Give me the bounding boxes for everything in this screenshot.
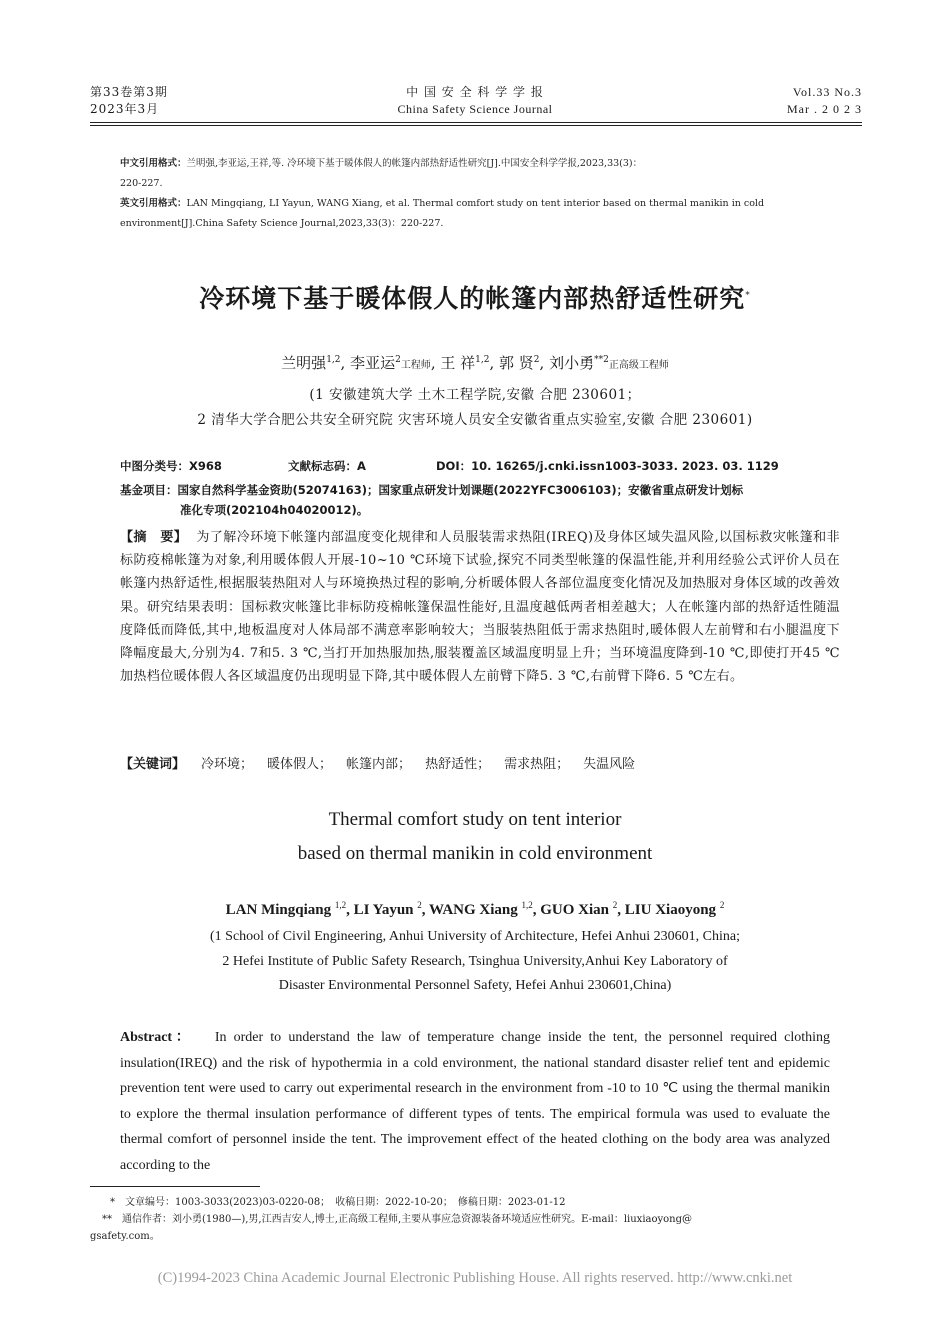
author-affil-sup: 2 <box>719 900 725 910</box>
author-affil-sup: 2 <box>395 355 401 365</box>
author-name: 刘小勇 <box>549 354 595 372</box>
affiliation-cn-2: 2 清华大学合肥公共安全研究院 灾害环境人员安全安徽省重点实验室,安徽 合肥 230601) <box>197 412 753 428</box>
citation-block <box>120 154 832 234</box>
keyword: 失温风险 <box>583 757 636 772</box>
keyword: 需求热阻； <box>504 757 570 772</box>
author-en <box>625 902 725 918</box>
authors-en: LAN Mingqiang $^{1,2}$, LI Yayun $^2$, WANG Xiang $^{1,2}$, GUO Xian $^2$, LIU Xiaoyong $^2$ <box>225 900 725 918</box>
author-name: LAN Mingqiang <box>225 902 332 918</box>
header-rule <box>90 122 862 123</box>
header-rule-2 <box>90 125 862 126</box>
title-footnote-mark: * <box>745 290 751 301</box>
paper-title-en-line-2: based on thermal manikin in cold environment <box>297 843 653 864</box>
author-affil-sup: 2 <box>533 355 540 365</box>
author-affil-sup: 1,2 <box>326 355 341 365</box>
author-cn <box>350 354 431 372</box>
keyword: 热舒适性； <box>425 757 491 772</box>
issue-info-en <box>787 84 862 118</box>
author-name: GUO Xian <box>540 902 610 918</box>
journal-name-cn: 中 国 安 全 科 学 学 报 <box>406 85 544 99</box>
issue-volume: 第33卷第3期 <box>90 85 168 99</box>
author-affil-sup: 1,2 <box>521 900 533 910</box>
author-en <box>429 902 533 918</box>
doi: DOI：10. 16265/j.cnki.issn1003-3033. 2023. 03. 1129 <box>436 459 779 473</box>
authors-cn: 兰明强$^{1,2}$, 李亚运$^2$工程师, 王 祥$^{1,2}$, 郭 贤$^2$, 刘小勇$^{**2}$正高级工程师 <box>281 354 669 372</box>
footnote-rule <box>90 1186 260 1187</box>
author-name: WANG Xiang <box>429 902 518 918</box>
author-en <box>540 902 617 918</box>
affiliations-en <box>0 925 950 999</box>
footnote-email-cont: gsafety.com。 <box>90 1231 160 1242</box>
keyword: 帐篷内部； <box>346 757 412 772</box>
citation-en-label: 英文引用格式： <box>120 198 187 209</box>
clc-number: 中图分类号：X968 <box>120 459 222 473</box>
citation-en-cont: environment[J].China Safety Science Journal,2023,33(3)：220-227. <box>120 218 444 229</box>
footnote-corresponding-author: ** 通信作者：刘小勇(1980—),男,江西吉安人,博士,正高级工程师,主要从事应急资源装备环境适应性研究。E-mail：liuxiaoyong@ <box>102 1214 693 1225</box>
paper-title-en-line-1: Thermal comfort study on tent interior <box>328 809 622 830</box>
funding <box>120 480 840 520</box>
author-name: LI Yayun <box>353 902 414 918</box>
issue-date: 2023年3月 <box>90 102 160 116</box>
citation-cn-text: 兰明强,李亚运,王祥,等. 冷环境下基于暖体假人的帐篷内部热舒适性研究[J].中国安全科学学报,2023,33(3)： <box>186 158 643 169</box>
affiliation-en-3: Disaster Environmental Personnel Safety, Hefei Anhui 230601,China) <box>278 978 672 993</box>
keywords-cn <box>120 753 840 776</box>
author-name: 李亚运 <box>350 354 396 372</box>
journal-name-en: China Safety Science Journal <box>397 102 553 116</box>
affiliation-en-1: (1 School of Civil Engineering, Anhui University of Architecture, Hefei Anhui 230601, China; <box>210 929 740 944</box>
keyword: 暖体假人； <box>267 757 333 772</box>
paper-title-cn <box>0 279 950 315</box>
abstract-cn-text: 为了解冷环境下帐篷内部温度变化规律和人员服装需求热阻(IREQ)及身体区域失温风险,以国标救灾帐篷和非标防疫棉帐篷为对象,利用暖体假人开展-10~10 ℃环境下试验,探究不同类型帐篷的保温性能,并利用经验公式评价人员在帐篷内热舒适性,根据服装热阻对人与环境换热过程的影响,分析暖体假人各部位温度变化情况及加热服对身体区域的改善效果。研究结果表明：国标救灾帐篷比非标防疫棉帐篷保温性能好,且温度越低两者相差越大；人在帐篷内部的热舒适性随温度降低而降低,其中,地板温度对人体局部不满意率影响较大；当服装热阻低于需求热阻时,暖体假人左前臂和右小腿温度下降幅度最大,分别为4. 7和5. 3 ℃,当打开加热服加热,服装覆盖区域温度明显上升；当环境温度降到-10 ℃,即使打开45 ℃加热档位暖体假人各区域温度仍出现明显下降,其中暖体假人左前臂下降5. 3 ℃,右前臂下降6. 5 ℃左右。 <box>120 530 840 685</box>
citation-en-text: LAN Mingqiang, LI Yayun, WANG Xiang, et al. Thermal comfort study on tent interior based on thermal manikin in cold <box>186 198 765 209</box>
date-en: Mar . 2 0 2 3 <box>787 102 862 116</box>
citation-cn-label: 中文引用格式： <box>120 158 187 169</box>
author-affil-sup: 1,2 <box>334 900 347 910</box>
author-affil-sup: 1,2 <box>475 355 490 365</box>
keyword: 冷环境； <box>201 757 254 772</box>
volume-en: Vol.33 No.3 <box>792 85 862 99</box>
citation-cn-cont: 220-227. <box>120 178 163 189</box>
copyright-notice: (C)1994-2023 China Academic Journal Electronic Publishing House. All rights reserved. http://www.cnki.net <box>157 1270 793 1286</box>
citation-en <box>120 194 832 214</box>
footnotes <box>90 1194 862 1245</box>
author-title: 正高级工程师 <box>608 360 669 371</box>
paper-title-cn-text: 冷环境下基于暖体假人的帐篷内部热舒适性研究 <box>199 284 746 313</box>
funding-line-1: 基金项目：国家自然科学基金资助(52074163)；国家重点研发计划课题(2022YFC3006103)；安徽省重点研发计划标 <box>120 483 744 497</box>
footnote-article-info: * 文章编号：1003-3033(2023)03-0220-08； 收稿日期：2022-10-20； 修稿日期：2023-01-12 <box>110 1197 566 1208</box>
affiliation-cn-1: (1 安徽建筑大学 土木工程学院,安徽 合肥 230601； <box>309 387 641 403</box>
author-name: 郭 贤 <box>499 354 534 372</box>
abstract-cn-label: 【摘 要】 <box>120 530 188 545</box>
author-en <box>354 902 422 918</box>
author-affil-sup: 2 <box>417 900 422 910</box>
citation-cn <box>120 154 832 174</box>
author-cn <box>549 354 669 372</box>
author-cn <box>499 354 540 372</box>
author-name: 王 祥 <box>440 354 476 372</box>
paper-title-en <box>0 805 950 869</box>
author-affil-sup: **2 <box>594 355 609 365</box>
author-cn <box>440 354 489 372</box>
author-title: 工程师 <box>400 360 431 371</box>
funding-line-2: 准化专项(202104h04020012)。 <box>180 503 369 517</box>
abstract-en <box>120 1025 830 1178</box>
author-cn <box>281 354 340 372</box>
abstract-en-label: Abstract： <box>120 1030 194 1045</box>
author-affil-sup: 2 <box>612 900 618 910</box>
author-en <box>226 902 346 918</box>
abstract-en-text: In order to understand the law of temperature change inside the tent, the personnel required clothing insulation(IREQ) and the risk of hypothermia in a cold environment, the national standard disaster relief tent and epidemic prevention tent were used to carry out experimental research in the environment from -10 to 10 ℃ using the thermal manikin to explore the thermal insulation performance of different types of tents. The empirical formula was used to evaluate the thermal comfort of personnel inside the tent. The improvement effect of the heated clothing on the body area was analyzed according to the <box>120 1030 830 1173</box>
document-code: 文献标志码：A <box>288 459 366 473</box>
author-name: 兰明强 <box>281 354 327 372</box>
affiliation-en-2: 2 Hefei Institute of Public Safety Research, Tsinghua University,Anhui Key Laboratory of <box>222 953 728 969</box>
abstract-cn <box>120 526 840 688</box>
keywords-cn-label: 【关键词】 <box>120 757 186 772</box>
author-name: LIU Xiaoyong <box>624 902 717 918</box>
